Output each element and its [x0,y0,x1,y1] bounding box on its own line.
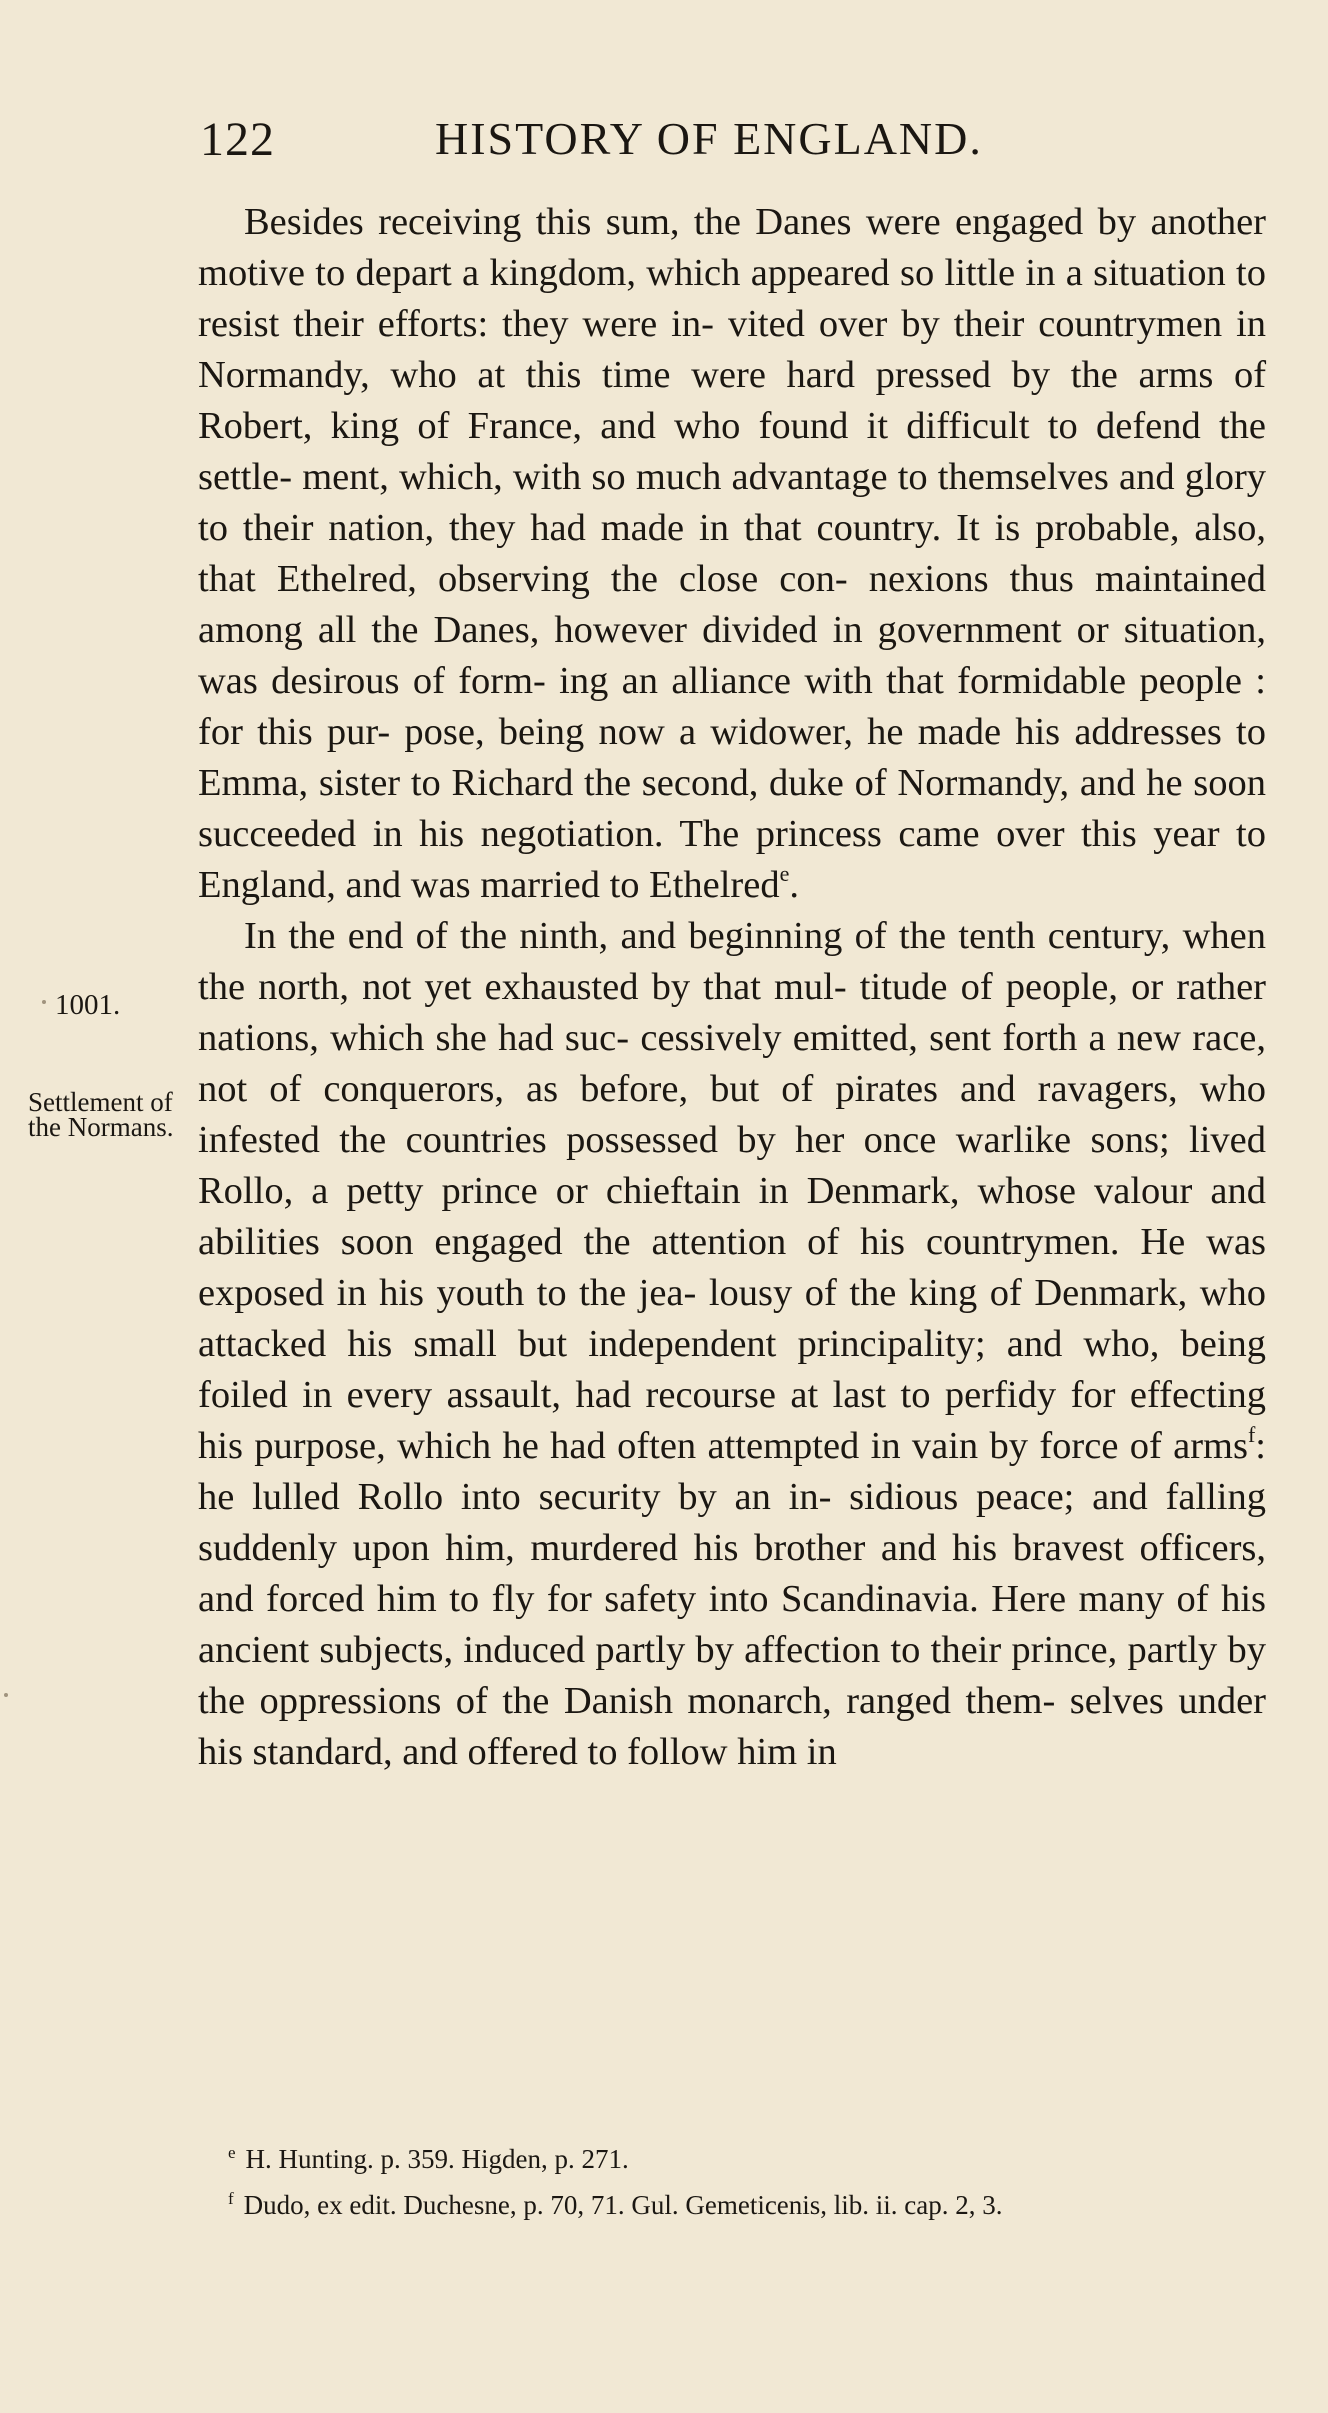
paper-speck [42,1000,46,1004]
text-line: Besides receiving this sum, the Danes were engaged by [244,201,1137,243]
text-line: vited over by their countrymen in Normandy, who at this [198,303,1267,396]
text-line: Ethelred [649,864,780,906]
margin-note-year: 1001. [55,989,121,1021]
margin-note-settlement: Settlement of the Normans. [28,1087,174,1142]
text-line: selves under his standard, and offered to follow him in [198,1680,1266,1773]
text-line: his purpose, which he had often attempted in vain by [198,1425,1029,1467]
text-line: cessively emitted, sent forth a new race, not of conquerors, [198,1017,1267,1110]
paper-speck [4,1693,8,1697]
text-line: ing an alliance with that formidable people : for this pur- [198,660,1266,753]
footnote-mark: f [228,2189,234,2208]
footnotes [228,2138,1288,2230]
text-line: pose, being now a widower, he made his addresses to [404,711,1266,753]
footnote-ref-e[interactable]: e [779,861,790,887]
footnote-mark: e [228,2143,236,2162]
text-line: valour and abilities soon engaged the attention of his [198,1170,1267,1263]
text-line: nexions thus maintained among all the Danes, however [198,558,1267,651]
text-line: titude of people, or rather nations, which she had suc- [198,966,1266,1059]
text-line: came over this year to England, and was married to [198,813,1266,906]
page-header [200,112,1260,182]
running-title: HISTORY OF ENGLAND. [435,113,983,164]
text-line: : he lulled Rollo into security by an in- [198,1425,1266,1518]
footnote-f [228,2184,1288,2230]
text-line: divided in government or situation, was desirous of form- [198,609,1266,702]
text-line: subjects, induced partly by affection to their prince, partly [319,1629,1218,1671]
text-line: his brother and his bravest officers, and forced him to fly [198,1527,1267,1620]
page-number: 122 [200,113,275,166]
text-line: countries possessed by her once warlike sons; lived [405,1119,1266,1161]
text-line: century, when the north, not yet exhausted by that mul- [198,915,1266,1008]
paragraph-danes [198,197,1266,911]
text-line: ment, which, with so much advantage to themselves and [302,456,1175,498]
text-line: sidious peace; and falling suddenly upon him, murdered [198,1476,1266,1569]
text-line: another motive to depart a kingdom, which appeared so [198,201,1266,294]
text-line: lousy of the king of Denmark, who attacked his small [198,1272,1267,1365]
footnote-text: Dudo, ex edit. Duchesne, p. 70, 71. Gul. Gemeticenis, lib. ii. cap. 2, 3. [243,2190,1003,2220]
text-line: In the end of the ninth, and beginning of the tenth [244,915,1036,957]
footnote-ref-f[interactable]: f [1247,1422,1256,1448]
text-line: by the oppressions of the Danish monarch, ranged them- [198,1629,1267,1722]
text-line: little in a situation to resist their efforts: they were in- [198,252,1266,345]
body-text [198,197,1266,1778]
text-line: but independent principality; and who, being foiled in [198,1323,1266,1416]
text-line: force of arms [1039,1425,1248,1467]
text-line: countrymen. He was exposed in his youth to the jea- [198,1221,1267,1314]
text-line: time were hard pressed by the arms of Robert, king of [198,354,1267,447]
text-line: for safety into Scandinavia. Here many of his ancient [198,1578,1267,1671]
footnote-e [228,2138,1288,2184]
text-line: every assault, had recourse at last to perfidy for effecting [346,1374,1267,1416]
text-line: is probable, also, that Ethelred, observing the close con- [198,507,1267,600]
paragraph-rollo [198,911,1266,1778]
text-line: and he soon succeeded in his negotiation. The princess [198,762,1266,855]
text-period: . [789,864,799,906]
text-line: Emma, sister to Richard the second, duke of Normandy, [198,762,1070,804]
text-line: glory to their nation, they had made in that country. It [198,456,1267,549]
footnote-text: H. Hunting. p. 359. Higden, p. 271. [245,2144,629,2174]
text-line: as before, but of pirates and ravagers, who infested the [198,1068,1267,1161]
text-line: France, and who found it difficult to defend the settle- [198,405,1266,498]
text-line: Rollo, a petty prince or chieftain in Denmark, whose [198,1170,1076,1212]
